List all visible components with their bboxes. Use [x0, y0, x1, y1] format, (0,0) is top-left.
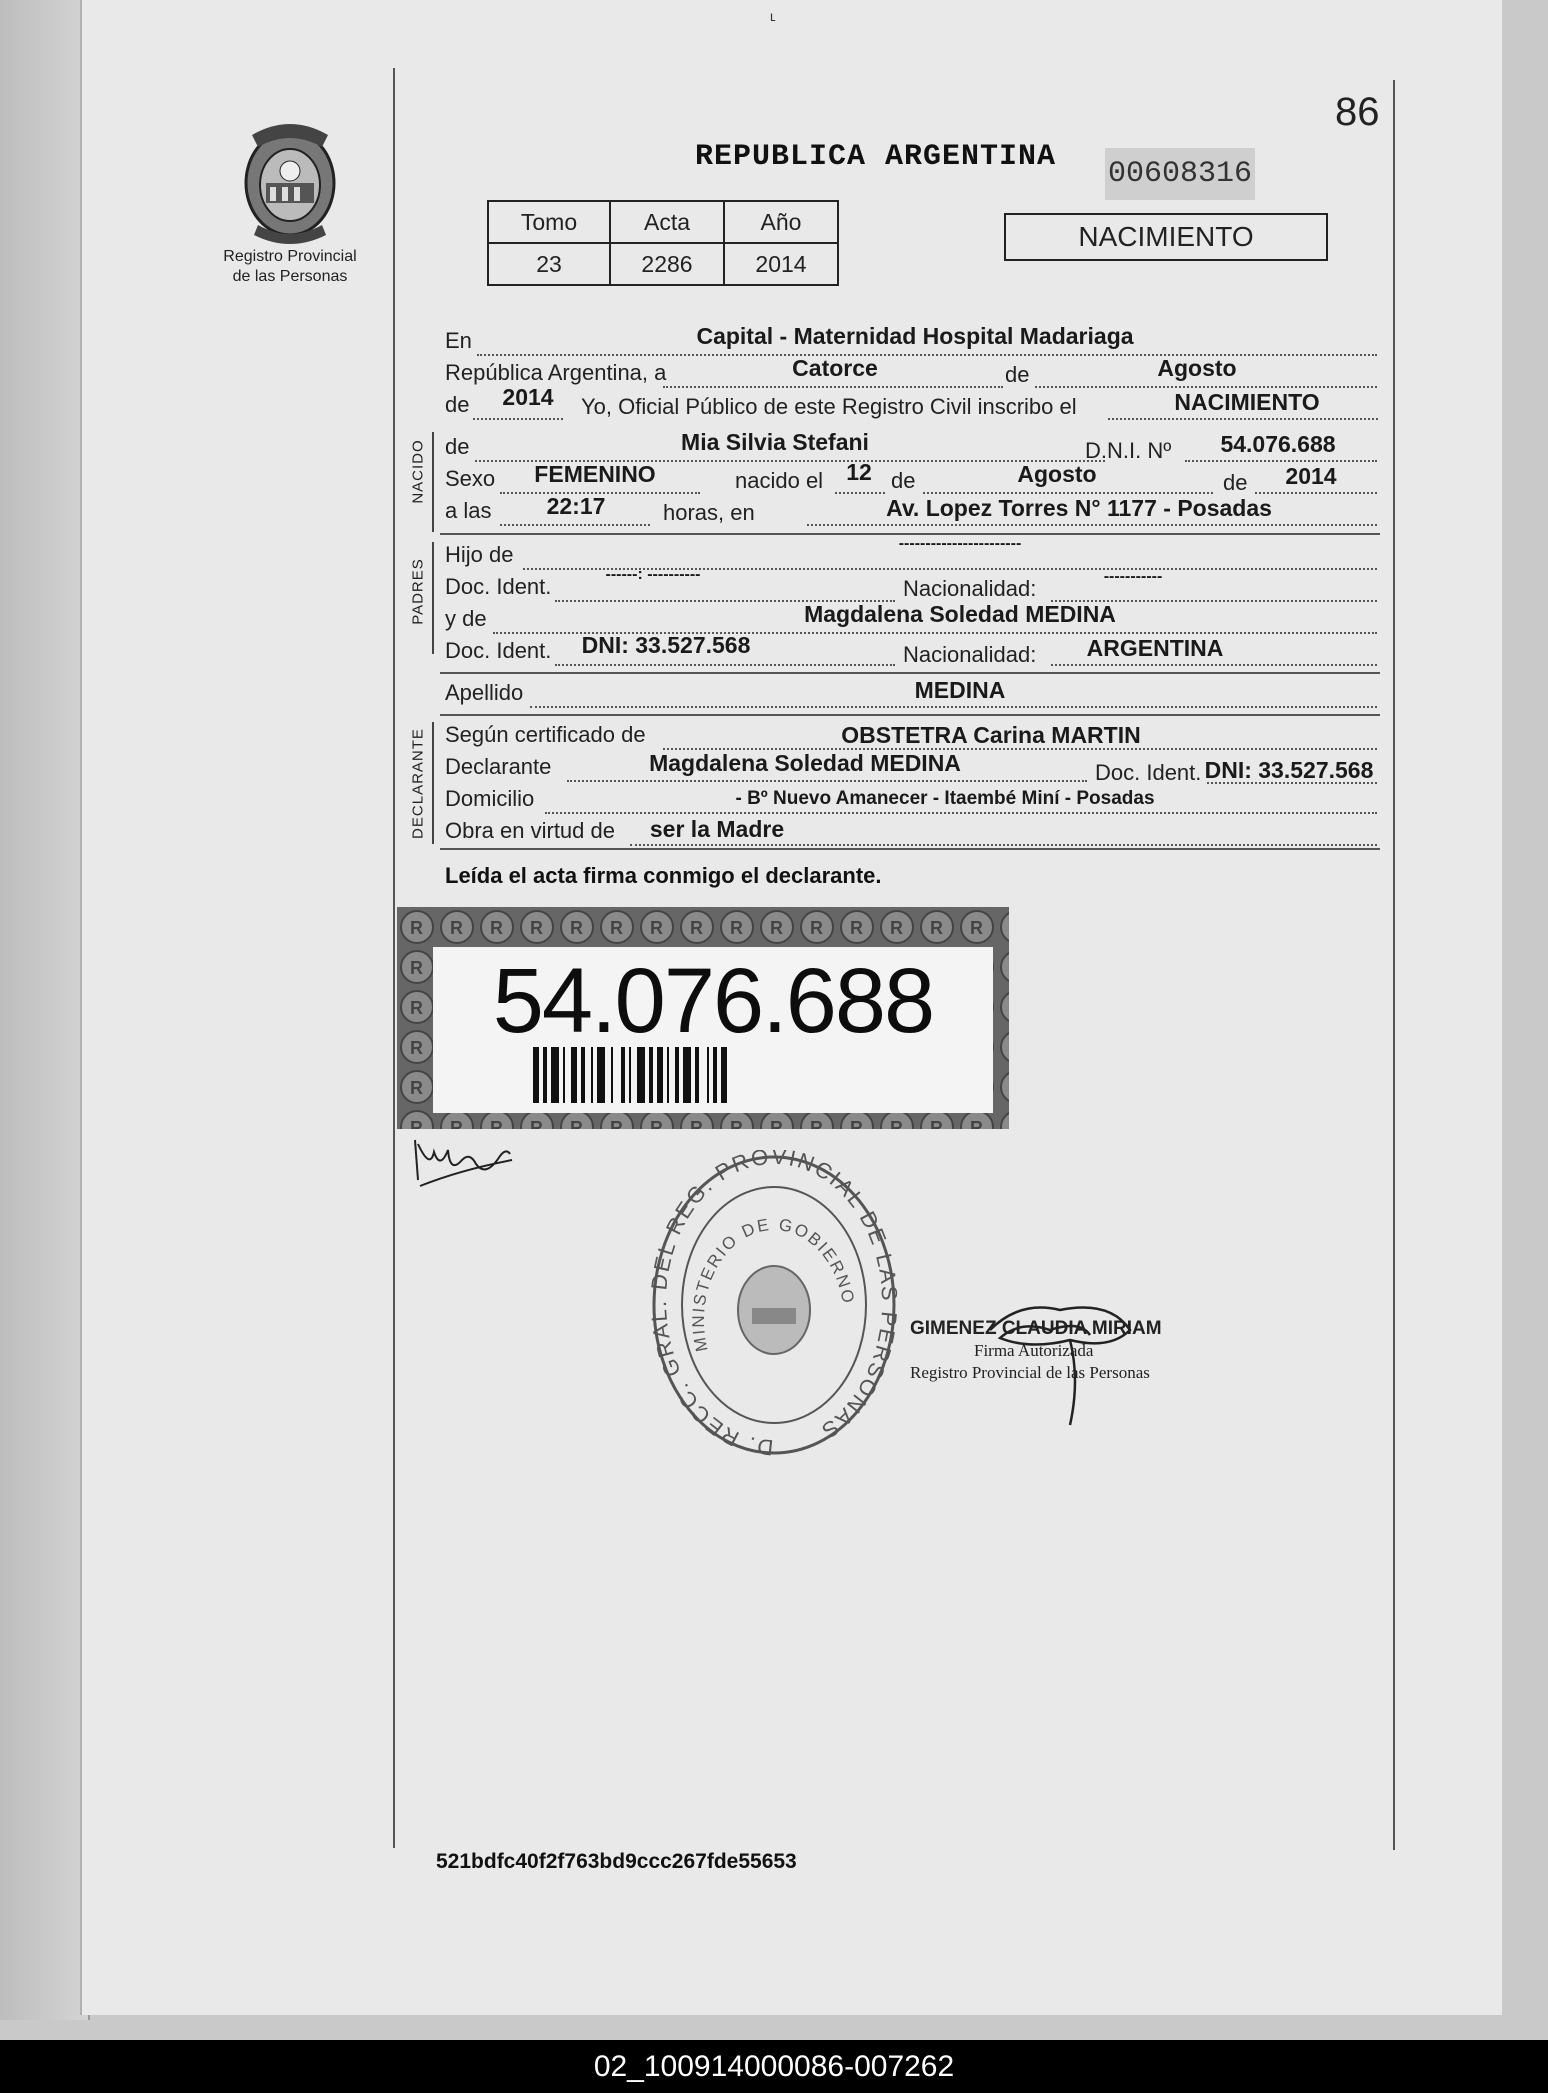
row-surname [445, 678, 1380, 708]
born-dni-value: 54.076.688 [1220, 431, 1336, 457]
ano-header: Año [724, 201, 838, 243]
born-day-value: 12 [846, 459, 872, 485]
barcode-bar [695, 1047, 699, 1103]
de-year2-label: de [1223, 470, 1248, 495]
row-certificate [445, 720, 1380, 750]
left-page-edge [0, 0, 90, 2020]
row-born-name [445, 429, 1380, 463]
apellido-label: Apellido [445, 680, 524, 705]
acta-value: 2286 [610, 243, 724, 285]
province-seal-icon [230, 115, 350, 245]
a-las-label: a las [445, 498, 492, 523]
father-nat-value: ----------- [1103, 568, 1163, 585]
barcode-bar [621, 1047, 625, 1103]
republica-label: República Argentina, a [445, 360, 667, 385]
domicilio-value: - Bº Nuevo Amanecer - Itaembé Miní - Posadas [735, 788, 1155, 809]
country-title: REPUBLICA ARGENTINA [695, 140, 1057, 174]
act-value: NACIMIENTO [1174, 389, 1320, 415]
nacido-label: NACIDO [409, 439, 427, 504]
en-label: En [445, 328, 472, 353]
row-reason [445, 816, 1380, 846]
row-father-doc [445, 566, 1380, 602]
stamp-inner-text: MINISTERIO DE GOBIERNO [688, 1214, 859, 1354]
mother-doc-value: DNI: 33.527.568 [581, 632, 751, 658]
sexo-label: Sexo [445, 466, 496, 491]
row-time [445, 493, 1380, 526]
mother-nat-value: ARGENTINA [1086, 635, 1224, 661]
stamp-outer-text: D. RECC. GRAL. DEL REG. PROVINCIAL DE LAS PERSONAS [648, 1150, 900, 1460]
padres-divider [440, 672, 1380, 674]
year-value: 2014 [502, 384, 554, 410]
ano-value: 2014 [724, 243, 838, 285]
father-nat-label: Nacionalidad: [903, 576, 1037, 601]
row-sex [445, 459, 1380, 495]
obra-label: Obra en virtud de [445, 818, 615, 843]
footer-code-bar [0, 2040, 1548, 2093]
barcode-bar [629, 1047, 631, 1103]
father-doc-value: ------: ---------- [605, 566, 701, 583]
row-declarant [445, 750, 1380, 785]
obra-value: ser la Madre [649, 816, 785, 842]
declarante-doc-value: DNI: 33.527.568 [1204, 757, 1374, 783]
officer-role: Firma Autorizada [974, 1341, 1094, 1360]
document-hash: 521bdfc40f2f763bd9ccc267fde55653 [436, 1850, 797, 1873]
officer-signature [980, 1290, 1140, 1435]
barcode-bar [675, 1047, 679, 1103]
father-value: ----------------------- [898, 535, 1022, 552]
declarante-field-label: Declarante [445, 754, 552, 779]
y-de-label: y de [445, 606, 487, 631]
hijo-de-label: Hijo de [445, 542, 514, 567]
mother-nat-label: Nacionalidad: [903, 642, 1037, 667]
de-name-label: de [445, 434, 470, 459]
register-table [487, 200, 839, 286]
declarante-label: DECLARANTE [409, 728, 427, 839]
barcode-bar [581, 1047, 585, 1103]
barcode-bar [683, 1047, 691, 1103]
page-number: 86 [1335, 90, 1380, 134]
declarante-bracket [432, 722, 434, 844]
acta-header: Acta [610, 201, 724, 243]
barcode-bar [533, 1047, 539, 1103]
barcode-bar [563, 1047, 565, 1103]
apellido-divider [440, 714, 1380, 716]
de-label: de [1005, 362, 1030, 387]
horas-label: horas, en [663, 500, 755, 525]
barcode-bar [649, 1047, 653, 1103]
nacido-el-label: nacido el [735, 468, 824, 493]
barcode-bar [721, 1047, 727, 1103]
registry-label [200, 247, 380, 287]
father-doc-label: Doc. Ident. [445, 574, 552, 599]
left-margin-line [393, 68, 395, 1848]
month-value: Agosto [1157, 355, 1237, 381]
row-date [445, 355, 1380, 388]
barcode-bar [611, 1047, 613, 1103]
official-stamp [648, 1150, 900, 1465]
de-month-label: de [891, 468, 916, 493]
mother-doc-label: Doc. Ident. [445, 638, 552, 663]
barcode-bar [707, 1047, 709, 1103]
padres-bracket [432, 542, 434, 654]
id-barcode-label [397, 907, 1009, 1129]
id-number-large: 54.076.688 [492, 950, 934, 1052]
footer-code: 02_100914000086-007262 [593, 2050, 955, 2083]
officer-name: GIMENEZ CLAUDIA MIRIAM [910, 1318, 1162, 1339]
officer-office: Registro Provincial de las Personas [910, 1363, 1150, 1382]
row-father [445, 535, 1380, 570]
de-year-label: de [445, 392, 470, 417]
sexo-value: FEMENINO [534, 461, 656, 487]
barcode-bar [597, 1047, 605, 1103]
padres-label: PADRES [409, 558, 427, 625]
place-value: Capital - Maternidad Hospital Madariaga [696, 323, 1134, 349]
registry-line-2: de las Personas [232, 268, 348, 285]
row-mother [445, 601, 1380, 634]
serial-number-stamp: 00608316 [1105, 148, 1255, 200]
row-address [445, 784, 1380, 814]
barcode-bar [657, 1047, 663, 1103]
day-words-value: Catorce [792, 355, 878, 381]
barcode-bar [667, 1047, 669, 1103]
mother-value: Magdalena Soledad MEDINA [804, 601, 1116, 627]
cert-label: Según certificado de [445, 722, 646, 747]
barcode-bar [591, 1047, 593, 1103]
nacido-bracket [432, 432, 434, 532]
declarant-signature [410, 1130, 520, 1195]
barcode-bar [713, 1047, 717, 1103]
cert-value: OBSTETRA Carina MARTIN [841, 722, 1141, 748]
registry-line-1: Registro Provincial [223, 248, 357, 265]
declarante-doc-label: Doc. Ident. [1095, 760, 1202, 785]
tomo-header: Tomo [488, 201, 610, 243]
tomo-value: 23 [488, 243, 610, 285]
born-month-value: Agosto [1017, 461, 1097, 487]
row-year [445, 384, 1380, 420]
right-margin-line [1393, 80, 1395, 1850]
dni-label: D.N.I. Nº [1085, 438, 1172, 463]
barcode-bar [543, 1047, 547, 1103]
closing-statement: Leída el acta firma conmigo el declarante. [445, 863, 882, 888]
born-name-value: Mia Silvia Stefani [681, 429, 869, 455]
time-value: 22:17 [546, 493, 606, 519]
act-type-box: NACIMIENTO [1004, 213, 1328, 261]
yo-text: Yo, Oficial Público de este Registro Civil inscribo el [581, 394, 1077, 419]
born-address-value: Av. Lopez Torres N° 1177 - Posadas [886, 495, 1272, 521]
apellido-value: MEDINA [914, 677, 1006, 703]
domicilio-label: Domicilio [445, 786, 535, 811]
row-place [445, 323, 1380, 356]
born-year-value: 2014 [1285, 463, 1337, 489]
barcode-bar [551, 1047, 559, 1103]
barcode-bar [637, 1047, 645, 1103]
declarante-divider [440, 848, 1380, 850]
declarante-value: Magdalena Soledad MEDINA [649, 750, 961, 776]
barcode-bar [571, 1047, 577, 1103]
scan-mark: ʟ [770, 8, 776, 24]
row-mother-doc [445, 632, 1380, 667]
